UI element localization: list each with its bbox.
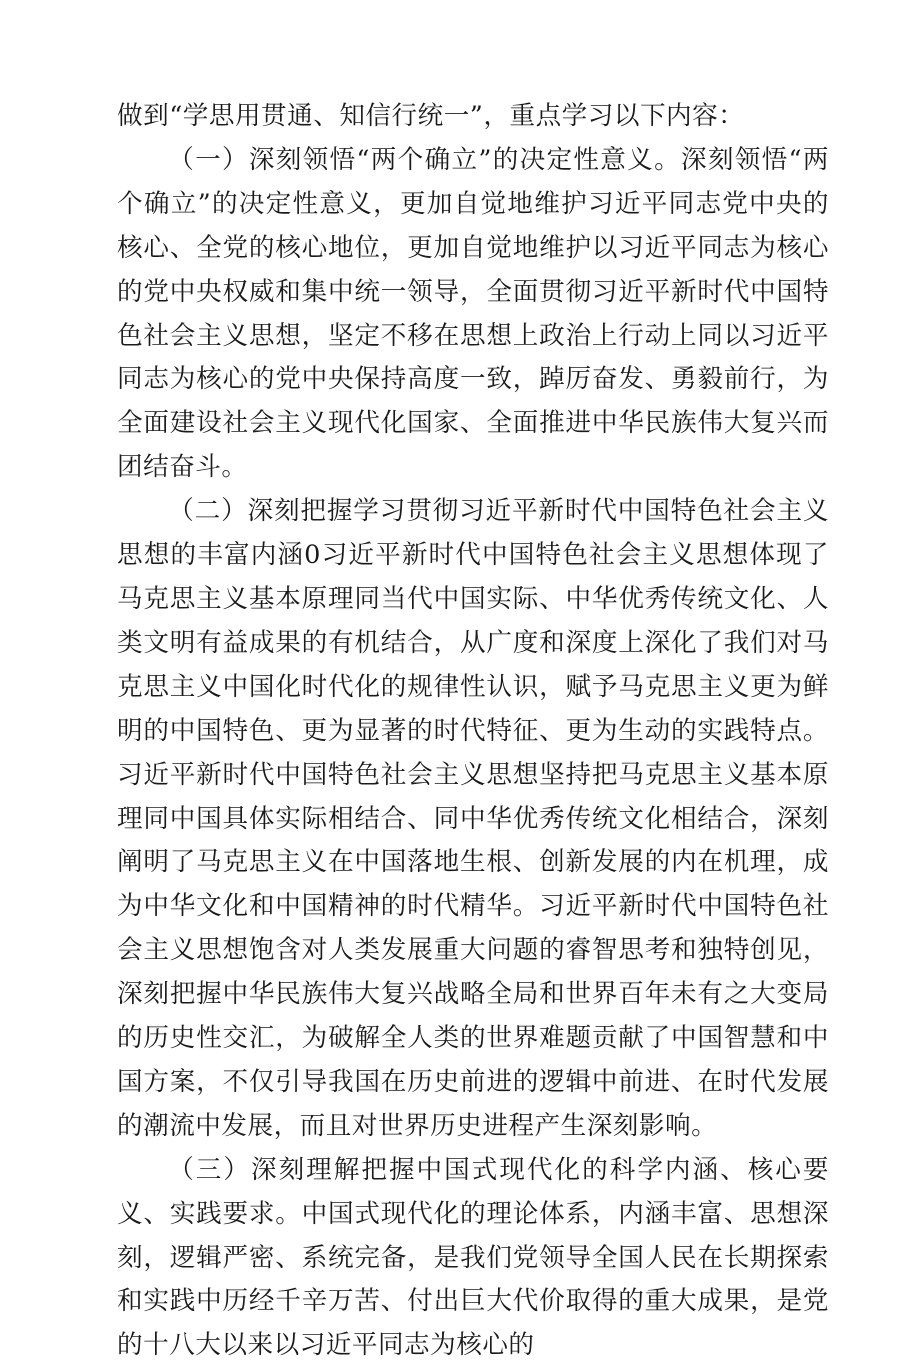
- paragraph-section-two: （二）深刻把握学习贯彻习近平新时代中国特色社会主义思想的丰富内涵0习近平新时代中国特色社会主义思想体现了马克思主义基本原理同当代中国实际、中华优秀传统文化、人类文明有益成果的有机结合，从广度和深度上深化了我们对马克思主义中国化时代化的规律性认识，赋予马克思主义更为鲜明的中国特色、更为显著的时代特征、更为生动的实践特点。习近平新时代中国特色社会主义思想坚持把马克思主义基本原理同中国具体实际相结合、同中华优秀传统文化相结合，深刻阐明了马克思主义在中国落地生根、创新发展的内在机理，成为中华文化和中国精神的时代精华。习近平新时代中国特色社会主义思想饱含对人类发展重大问题的睿智思考和独特创见，深刻把握中华民族伟大复兴战略全局和世界百年未有之大变局的历史性交汇，为破解全人类的世界难题贡献了中国智慧和中国方案，不仅引导我国在历史前进的逻辑中前进、在时代发展的潮流中发展，而且对世界历史进程产生深刻影响。: [117, 496, 829, 1141]
- paragraph-continuation: 做到“学思用贯通、知信行统一”，重点学习以下内容：: [117, 101, 745, 131]
- paragraph-section-three: （三）深刻理解把握中国式现代化的科学内涵、核心要义、实践要求。中国式现代化的理论体系，内涵丰富、思想深刻，逻辑严密、系统完备，是我们党领导全国人民在长期探索和实践中历经千辛万苦、付出巨大代价取得的重大成果，是党的十八大以来以习近平同志为核心的: [117, 1154, 829, 1361]
- document-body: [117, 95, 829, 1368]
- paragraph-section-one: （一）深刻领悟“两个确立”的决定性意义。深刻领悟“两个确立”的决定性意义，更加自觉地维护习近平同志党中央的核心、全党的核心地位，更加自觉地维护以习近平同志为核心的党中央权威和集中统一领导，全面贯彻习近平新时代中国特色社会主义思想，坚定不移在思想上政治上行动上同以习近平同志为核心的党中央保持高度一致，踔厉奋发、勇毅前行，为全面建设社会主义现代化国家、全面推进中华民族伟大复兴而团结奋斗。: [117, 144, 829, 483]
